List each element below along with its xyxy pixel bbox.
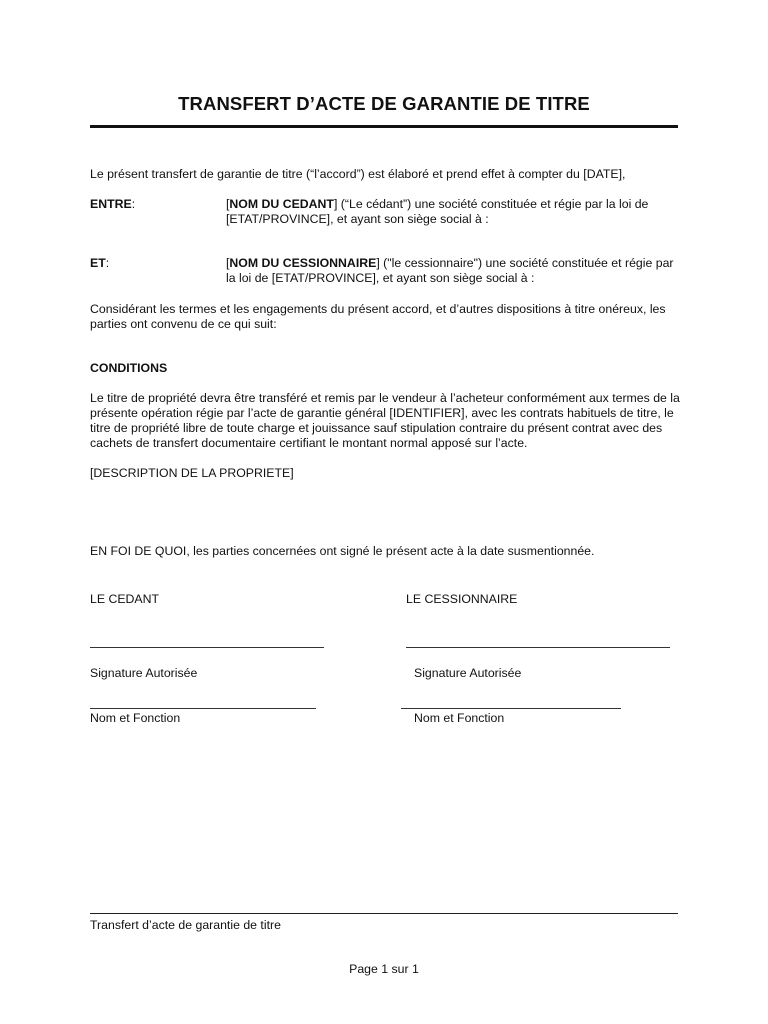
bracket-close: ]: [376, 256, 380, 270]
bracket-open: [: [226, 256, 230, 270]
party-text-cessionnaire: [226, 256, 676, 286]
signature-label-cedant: Signature Autorisée: [90, 666, 198, 680]
party-description-cessionnaire: ("le cessionnaire") une société constituée et régie par la loi de [ETAT/PROVINCE], et ayant son siège social à :: [226, 256, 674, 285]
footer-text: Transfert d’acte de garantie de titre: [90, 918, 281, 932]
party-label-cedant: [90, 197, 135, 212]
page-number: Page 1 sur 1: [349, 962, 419, 976]
party-label-text: ENTRE: [90, 197, 132, 211]
bracket-open: [: [226, 197, 230, 211]
title-underline: [90, 125, 678, 128]
conditions-paragraph: Le titre de propriété devra être transféré et remis par le vendeur à l’acheteur conformément aux termes de la présente opération régie par l’acte de garantie général [IDENTIFIER], avec les contrats habituels de titre, le titre de propriété libre de toute charge et jouissance sauf stipulation contraire du présent contrat avec des cachets de transfert documentaire certifiant le montant normal apposé sur l’acte.: [90, 391, 680, 450]
name-label-cessionnaire: Nom et Fonction: [414, 711, 505, 725]
party-label-text: ET: [90, 256, 106, 270]
footer-rule: [90, 913, 678, 914]
conditions-heading-text: CONDITIONS: [90, 361, 168, 375]
name-line-cessionnaire: [401, 708, 621, 709]
bracket-close: ]: [333, 197, 338, 211]
document-title: TRANSFERT D’ACTE DE GARANTIE DE TITRE: [178, 93, 590, 114]
signature-label-cessionnaire: Signature Autorisée: [414, 666, 522, 680]
party-label-cessionnaire: [90, 256, 109, 271]
name-label-cedant: Nom et Fonction: [90, 711, 181, 725]
signature-line-cedant: [90, 647, 324, 648]
party-title-cessionnaire: LE CESSIONNAIRE: [406, 592, 518, 606]
party-title-cedant: LE CEDANT: [90, 592, 160, 606]
name-line-cedant: [90, 708, 316, 709]
signature-line-cessionnaire: [406, 647, 670, 648]
party-name-cessionnaire: NOM DU CESSIONNAIRE: [229, 256, 377, 270]
party-label-suffix: :: [105, 256, 110, 270]
property-description: [DESCRIPTION DE LA PROPRIETE]: [90, 466, 294, 480]
party-name-cedant: NOM DU CEDANT: [229, 197, 334, 211]
conditions-heading: [90, 361, 682, 376]
witness-paragraph: EN FOI DE QUOI, les parties concernées ont signé le présent acte à la date susmentionnée.: [90, 544, 595, 558]
intro-paragraph: Le présent transfert de garantie de titre (“l’accord”) est élaboré et prend effet à compter du [DATE],: [90, 167, 626, 181]
party-text-cedant: [226, 197, 676, 227]
party-label-suffix: :: [131, 197, 136, 211]
considering-paragraph: Considérant les termes et les engagements du présent accord, et d’autres dispositions à titre onéreux, les parties ont convenu de ce qui suit:: [90, 302, 666, 331]
party-description-cedant: (“Le cédant”) une société constituée et régie par la loi de [ETAT/PROVINCE], et ayant son siège social à :: [226, 197, 649, 226]
